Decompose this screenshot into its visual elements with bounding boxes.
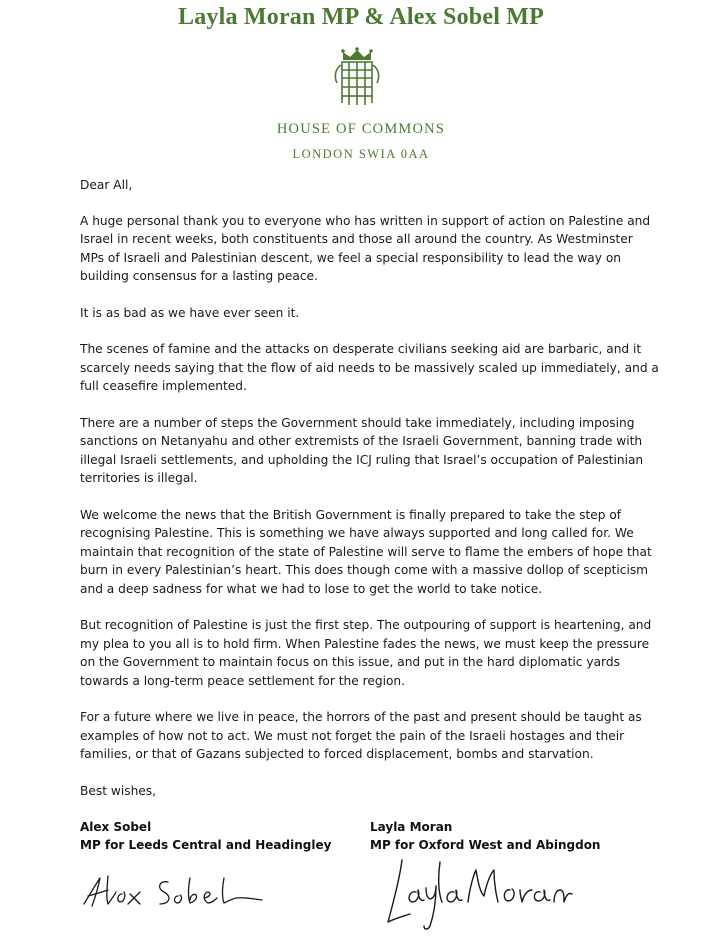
house-of-commons-label: HOUSE OF COMMONS — [276, 121, 446, 137]
paragraph-4: There are a number of steps the Government should take immediately, including imposing sanctions on Netanyahu and other extremists of the Israeli Government, banning trade with illegal Israeli settlements, and upholding the ICJ ruling that Israel’s occupation of Palestinian territories is illegal. — [80, 415, 644, 485]
paragraph-3: The scenes of famine and the attacks on desperate civilians seeking aid are barbaric, and it scarcely needs saying that the flow of aid needs to be massively scaled up immediately, and a full ceasefire implemented. — [80, 342, 659, 393]
signature-layla-moran — [380, 856, 580, 936]
signatory-layla-moran — [370, 818, 600, 854]
signatory-alex-sobel — [80, 818, 331, 854]
paragraph-2: It is as bad as we have ever seen it. — [80, 305, 300, 320]
letter-body — [80, 176, 660, 818]
paragraph-5: We welcome the news that the British Government is finally prepared to take the step of recognising Palestine. This is something we have always supported and long called for. We maintain that recognition of the state of Palestine will serve to flame the embers of hope that burn in every Palestinian’s heart. This does though come with a massive dollop of scepticism and a deep sadness for what we had to lose to get the world to take notice. — [80, 507, 652, 596]
signature-alex-sobel — [78, 868, 268, 918]
paragraph-1: A huge personal thank you to everyone who has written in support of action on Palestine and Israel in recent weeks, both constituents and those all around the country. As Westminster MPs of Israeli and Palestinian descent, we feel a special responsibility to lead the way on building consensus for a lasting peace. — [80, 213, 651, 283]
address-line: LONDON SWIA 0AA — [292, 147, 430, 161]
signatory-role: MP for Oxford West and Abingdon — [370, 838, 601, 852]
closing: Best wishes, — [80, 783, 157, 798]
signatory-name: Alex Sobel — [80, 820, 152, 834]
letterhead-title: Layla Moran MP & Alex Sobel MP — [178, 4, 544, 30]
portcullis-icon — [331, 47, 383, 109]
signatory-name: Layla Moran — [370, 820, 453, 834]
signatory-role: MP for Leeds Central and Headingley — [80, 838, 332, 852]
paragraph-6: But recognition of Palestine is just the first step. The outpouring of support is heartening, and my plea to you all is to hold firm. When Palestine fades the news, we must keep the pressure on the Government to maintain focus on this issue, and put in the hard diplomatic yards towards a long-term peace settlement for the region. — [80, 618, 652, 688]
greeting: Dear All, — [80, 178, 133, 192]
paragraph-7: For a future where we live in peace, the horrors of the past and present should be taught as examples of how not to act. We must not forget the pain of the Israeli hostages and their families, or that of Gazans subjected to forced displacement, bombs and starvation. — [80, 710, 642, 761]
